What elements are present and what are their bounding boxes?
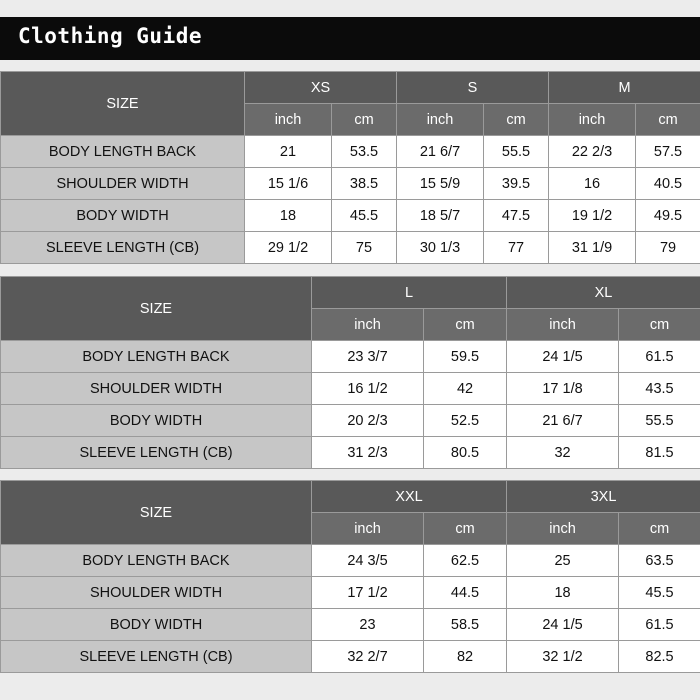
size-table-l-xl [0,276,700,469]
unit-cm-header: cm [484,104,549,136]
table-row [1,373,700,405]
unit-inch-header: inch [507,309,619,341]
cell-value: 58.5 [424,609,507,641]
cell-value: 42 [424,373,507,405]
row-label: BODY WIDTH [1,405,312,437]
cell-value: 20 2/3 [312,405,424,437]
cell-value: 23 [312,609,424,641]
table-row [1,437,700,469]
table-row [1,545,700,577]
cell-value: 24 1/5 [507,609,619,641]
cell-value: 53.5 [332,136,397,168]
unit-cm-header: cm [636,104,700,136]
cell-value: 31 1/9 [549,232,636,264]
cell-value: 45.5 [619,577,700,609]
unit-cm-header: cm [332,104,397,136]
row-label: BODY LENGTH BACK [1,136,245,168]
table-row [1,577,700,609]
size-header: SIZE [1,72,245,136]
cell-value: 17 1/2 [312,577,424,609]
table-row [1,200,700,232]
table-row [1,232,700,264]
cell-value: 43.5 [619,373,700,405]
unit-inch-header: inch [245,104,332,136]
cell-value: 44.5 [424,577,507,609]
cell-value: 18 [507,577,619,609]
page-title: Clothing Guide [18,24,203,48]
size-l-header: L [312,277,507,309]
cell-value: 23 3/7 [312,341,424,373]
cell-value: 24 1/5 [507,341,619,373]
cell-value: 32 1/2 [507,641,619,673]
cell-value: 24 3/5 [312,545,424,577]
title-bar [0,17,700,60]
size-xs-header: XS [245,72,397,104]
cell-value: 62.5 [424,545,507,577]
cell-value: 32 [507,437,619,469]
row-label: BODY WIDTH [1,609,312,641]
cell-value: 29 1/2 [245,232,332,264]
cell-value: 39.5 [484,168,549,200]
cell-value: 21 6/7 [507,405,619,437]
table-row [1,641,700,673]
unit-cm-header: cm [424,309,507,341]
cell-value: 21 6/7 [397,136,484,168]
cell-value: 55.5 [484,136,549,168]
cell-value: 82 [424,641,507,673]
size-xl-header: XL [507,277,700,309]
table-row [1,136,700,168]
cell-value: 55.5 [619,405,700,437]
row-label: BODY LENGTH BACK [1,341,312,373]
unit-cm-header: cm [424,513,507,545]
row-label: BODY LENGTH BACK [1,545,312,577]
cell-value: 22 2/3 [549,136,636,168]
size-m-header: M [549,72,700,104]
cell-value: 57.5 [636,136,700,168]
cell-value: 15 1/6 [245,168,332,200]
cell-value: 18 [245,200,332,232]
cell-value: 81.5 [619,437,700,469]
cell-value: 16 [549,168,636,200]
size-3xl-header: 3XL [507,481,700,513]
cell-value: 25 [507,545,619,577]
cell-value: 19 1/2 [549,200,636,232]
unit-inch-header: inch [312,309,424,341]
cell-value: 82.5 [619,641,700,673]
cell-value: 17 1/8 [507,373,619,405]
cell-value: 40.5 [636,168,700,200]
cell-value: 63.5 [619,545,700,577]
row-label: SLEEVE LENGTH (CB) [1,437,312,469]
table-row [1,341,700,373]
cell-value: 16 1/2 [312,373,424,405]
cell-value: 31 2/3 [312,437,424,469]
row-label: BODY WIDTH [1,200,245,232]
size-header: SIZE [1,481,312,545]
size-table-xxl-3xl [0,480,700,673]
unit-cm-header: cm [619,309,700,341]
table-row [1,168,700,200]
cell-value: 15 5/9 [397,168,484,200]
cell-value: 45.5 [332,200,397,232]
row-label: SHOULDER WIDTH [1,577,312,609]
unit-inch-header: inch [312,513,424,545]
unit-inch-header: inch [397,104,484,136]
size-table-xs-s-m [0,71,700,264]
size-header: SIZE [1,277,312,341]
cell-value: 77 [484,232,549,264]
row-label: SLEEVE LENGTH (CB) [1,641,312,673]
table-row [1,609,700,641]
cell-value: 32 2/7 [312,641,424,673]
cell-value: 79 [636,232,700,264]
row-label: SLEEVE LENGTH (CB) [1,232,245,264]
size-s-header: S [397,72,549,104]
cell-value: 59.5 [424,341,507,373]
cell-value: 21 [245,136,332,168]
cell-value: 30 1/3 [397,232,484,264]
cell-value: 61.5 [619,341,700,373]
size-xxl-header: XXL [312,481,507,513]
cell-value: 80.5 [424,437,507,469]
cell-value: 18 5/7 [397,200,484,232]
row-label: SHOULDER WIDTH [1,373,312,405]
cell-value: 49.5 [636,200,700,232]
unit-inch-header: inch [507,513,619,545]
cell-value: 52.5 [424,405,507,437]
cell-value: 38.5 [332,168,397,200]
cell-value: 61.5 [619,609,700,641]
unit-cm-header: cm [619,513,700,545]
table-row [1,405,700,437]
cell-value: 47.5 [484,200,549,232]
unit-inch-header: inch [549,104,636,136]
cell-value: 75 [332,232,397,264]
row-label: SHOULDER WIDTH [1,168,245,200]
